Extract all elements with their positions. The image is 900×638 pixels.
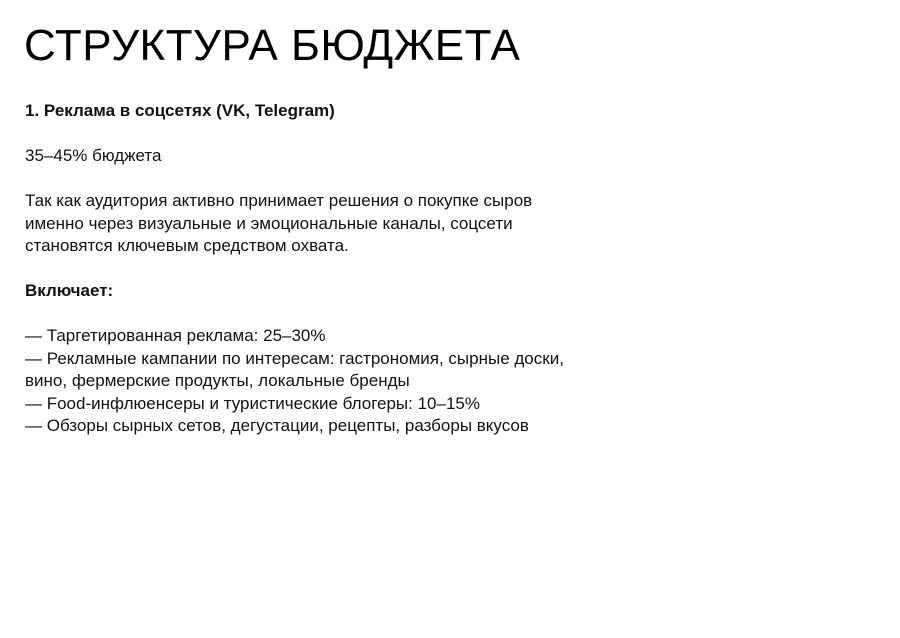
description-line: именно через визуальные и эмоциональные каналы, соцсети (25, 213, 513, 233)
spacer (25, 258, 825, 281)
section-description (25, 190, 825, 258)
spacer (25, 168, 825, 191)
spacer (25, 123, 825, 146)
spacer (25, 303, 825, 326)
list-item: — Обзоры сырных сетов, дегустации, рецепты, разборы вкусов (25, 416, 529, 435)
page-title: СТРУКТУРА БЮДЖЕТА (24, 21, 521, 70)
description-line: становятся ключевым средством охвата. (25, 236, 349, 255)
description-line: Так как аудитория активно принимает решения о покупке сыров (25, 191, 533, 210)
list-item: вино, фермерские продукты, локальные бренды (25, 371, 410, 390)
list-item: — Таргетированная реклама: 25–30% (25, 326, 326, 345)
list-item: — Food-инфлюенсеры и туристические блогеры: 10–15% (25, 393, 480, 413)
section-heading: 1. Реклама в соцсетях (VK, Telegram) (25, 101, 335, 120)
list-item: — Рекламные кампании по интересам: гастрономия, сырные доски, (25, 348, 564, 368)
includes-list (25, 325, 825, 438)
budget-section (25, 100, 825, 438)
includes-label: Включает: (25, 281, 114, 300)
budget-share: 35–45% бюджета (25, 146, 162, 165)
